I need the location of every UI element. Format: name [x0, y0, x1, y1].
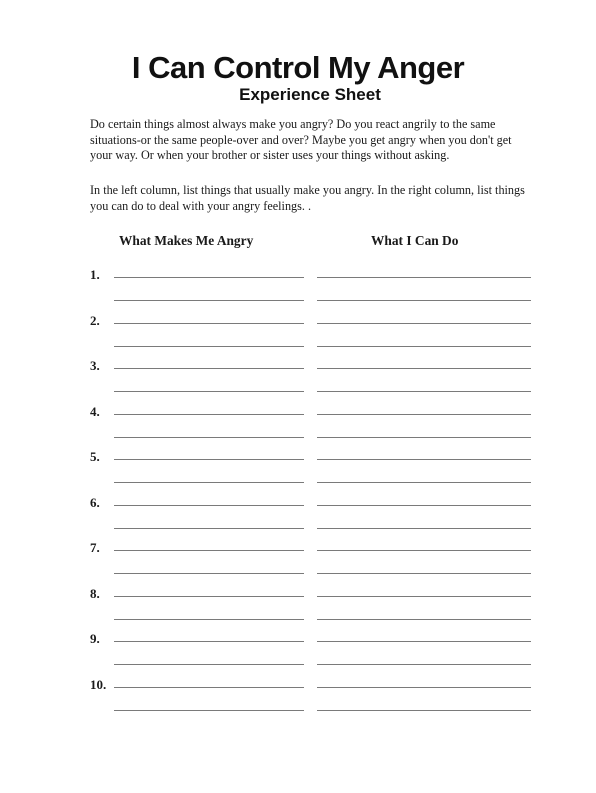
row-number: 7.	[90, 540, 100, 555]
row-number: 2.	[90, 312, 100, 328]
instructions-paragraph: In the left column, list things that usually make you angry. In the right column, list things you can do to deal with your angry feelings. .	[90, 183, 525, 213]
right-answer-line-2[interactable]	[317, 391, 531, 392]
left-answer-line-1[interactable]	[114, 687, 304, 688]
right-answer-line-2[interactable]	[317, 619, 531, 620]
row-number: 6.	[90, 494, 100, 510]
right-answer-line-2[interactable]	[317, 482, 531, 483]
row-number: 10.	[90, 676, 107, 692]
right-answer-line-2[interactable]	[317, 528, 531, 529]
right-answer-line-2[interactable]	[317, 346, 531, 347]
page-subtitle: Experience Sheet	[239, 85, 381, 104]
left-answer-line-1[interactable]	[114, 550, 304, 551]
right-answer-line-1[interactable]	[317, 550, 531, 551]
right-answer-line-2[interactable]	[317, 710, 531, 711]
left-answer-line-1[interactable]	[114, 596, 304, 597]
row-number: 1.	[90, 267, 100, 282]
left-answer-line-2[interactable]	[114, 482, 304, 483]
left-answer-line-1[interactable]	[114, 414, 304, 415]
right-answer-line-2[interactable]	[317, 437, 531, 438]
page-title: I Can Control My Anger	[131, 50, 465, 85]
left-answer-line-2[interactable]	[114, 346, 304, 347]
left-answer-line-1[interactable]	[114, 277, 304, 278]
row-number: 9.	[90, 631, 100, 646]
row-number: 3.	[90, 358, 100, 373]
right-answer-line-1[interactable]	[317, 459, 531, 460]
left-answer-line-2[interactable]	[114, 528, 304, 529]
right-answer-line-1[interactable]	[317, 277, 531, 278]
left-answer-line-2[interactable]	[114, 619, 304, 620]
left-answer-line-2[interactable]	[114, 391, 304, 392]
right-answer-line-1[interactable]	[317, 687, 531, 688]
right-answer-line-1[interactable]	[317, 368, 531, 369]
left-answer-line-2[interactable]	[114, 300, 304, 301]
intro-paragraph: Do certain things almost always make you angry? Do you react angrily to the same situations-or the same people-over and over? Maybe you get angry when you don't get your way. Or when your brother or sister uses your things without asking.	[90, 117, 512, 162]
left-answer-line-1[interactable]	[114, 505, 304, 506]
worksheet-row	[0, 676, 596, 733]
right-answer-line-2[interactable]	[317, 573, 531, 574]
left-answer-line-2[interactable]	[114, 573, 304, 574]
column-header-left: What Makes Me Angry	[119, 233, 254, 248]
right-answer-line-1[interactable]	[317, 505, 531, 506]
left-answer-line-1[interactable]	[114, 641, 304, 642]
left-answer-line-2[interactable]	[114, 437, 304, 438]
right-answer-line-2[interactable]	[317, 300, 531, 301]
left-answer-line-1[interactable]	[114, 323, 304, 324]
right-answer-line-1[interactable]	[317, 596, 531, 597]
column-header-right: What I Can Do	[371, 233, 459, 248]
right-answer-line-1[interactable]	[317, 414, 531, 415]
row-number: 5.	[90, 449, 100, 464]
right-answer-line-2[interactable]	[317, 664, 531, 665]
row-number: 4.	[90, 403, 100, 419]
right-answer-line-1[interactable]	[317, 641, 531, 642]
left-answer-line-2[interactable]	[114, 664, 304, 665]
left-answer-line-1[interactable]	[114, 368, 304, 369]
left-answer-line-1[interactable]	[114, 459, 304, 460]
row-number: 8.	[90, 585, 100, 601]
left-answer-line-2[interactable]	[114, 710, 304, 711]
right-answer-line-1[interactable]	[317, 323, 531, 324]
